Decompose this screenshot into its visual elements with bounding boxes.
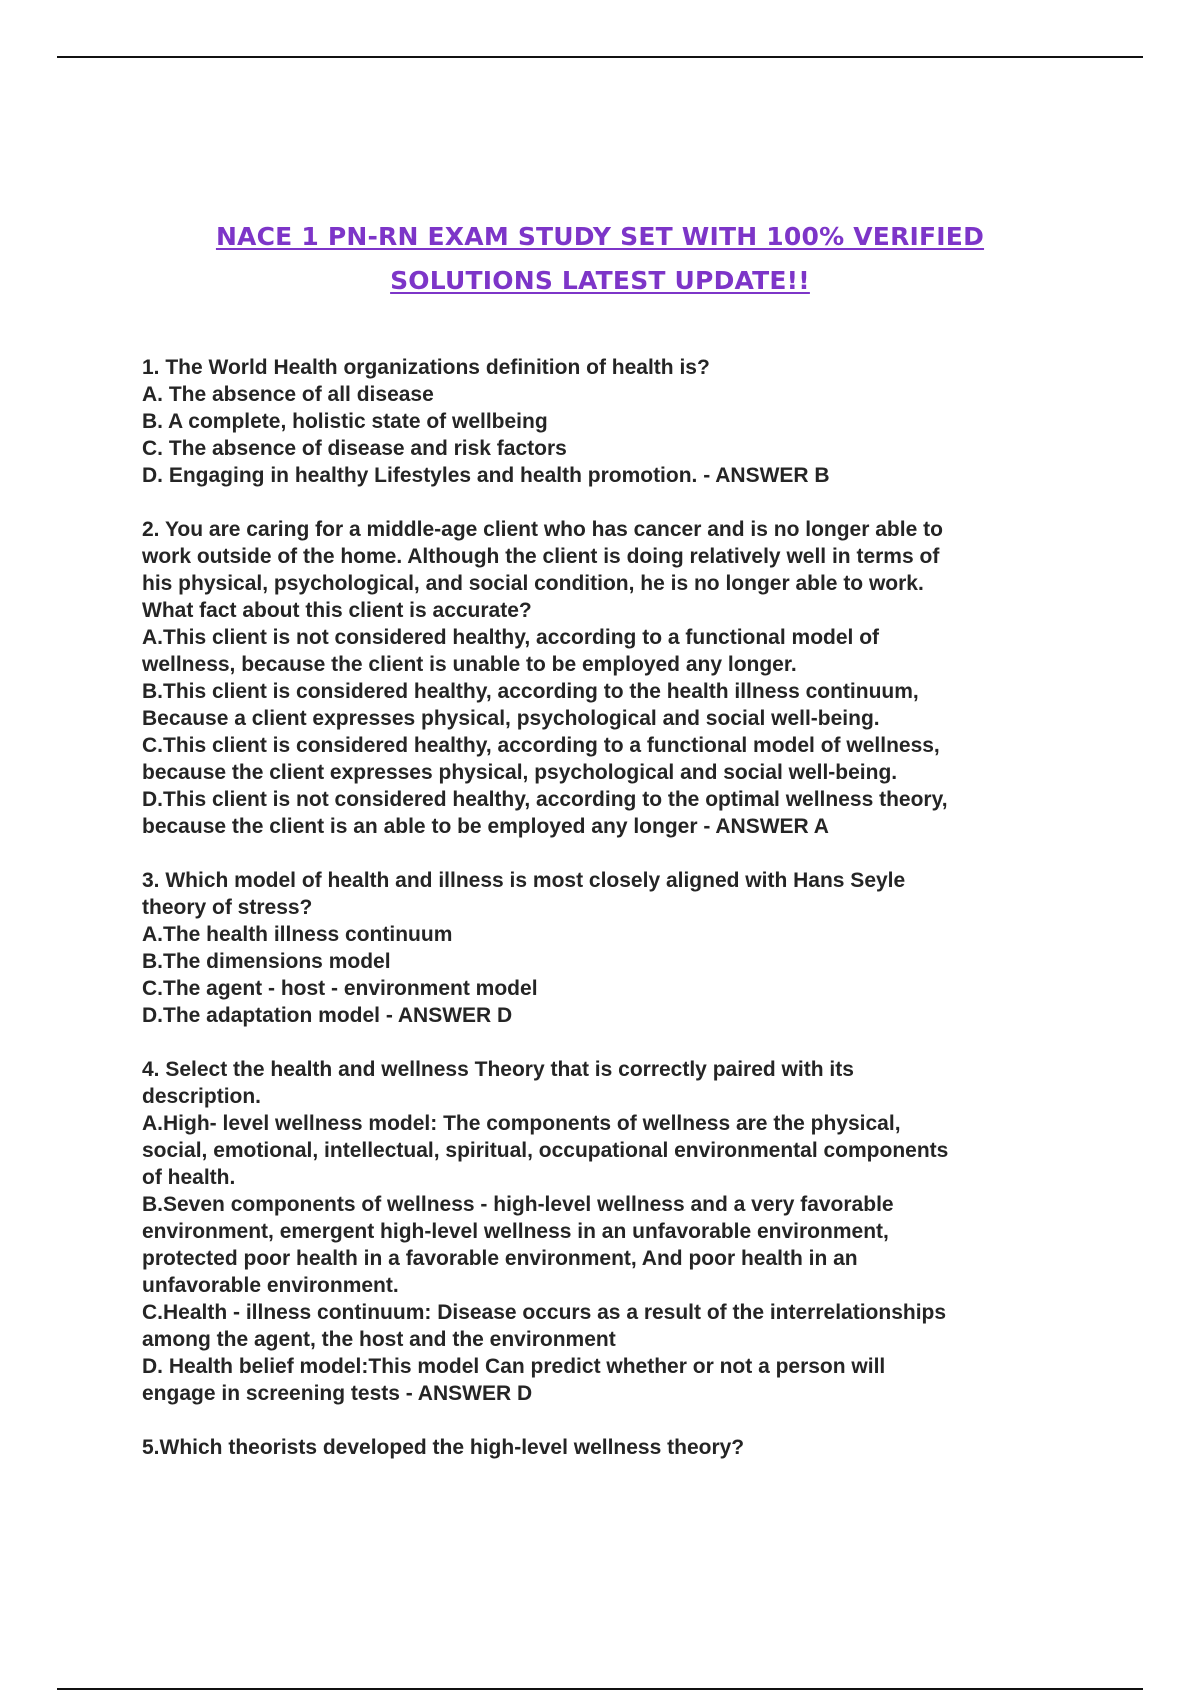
question-line: of health. — [142, 1166, 236, 1189]
question-line: D. Health belief model:This model Can predict whether or not a person will — [142, 1355, 886, 1378]
question-line: B.This client is considered healthy, according to the health illness continuum, — [142, 680, 919, 703]
question-line: wellness, because the client is unable to be employed any longer. — [142, 653, 797, 676]
question-block — [142, 516, 1077, 840]
question-line: C. The absence of disease and risk factors — [142, 437, 567, 460]
question-line: his physical, psychological, and social condition, he is no longer able to work. — [142, 572, 924, 595]
question-line: C.Health - illness continuum: Disease occurs as a result of the interrelationships — [142, 1301, 947, 1324]
question-text: 3. Which model of health and illness is most closely aligned with Hans Seyle — [142, 869, 906, 892]
top-rule — [57, 56, 1143, 58]
question-text: 1. The World Health organizations definition of health is? — [142, 356, 710, 379]
question-text: 2. You are caring for a middle-age client who has cancer and is no longer able to — [142, 518, 943, 541]
question-line: engage in screening tests - ANSWER D — [142, 1382, 533, 1405]
question-line: A.This client is not considered healthy, according to a functional model of — [142, 626, 880, 649]
question-line: social, emotional, intellectual, spiritual, occupational environmental components — [142, 1139, 949, 1162]
question-line: A.High- level wellness model: The components of wellness are the physical, — [142, 1112, 901, 1135]
title-line-1: NACE 1 PN-RN EXAM STUDY SET WITH 100% VERIFIED — [215, 222, 985, 251]
questions-list — [142, 354, 1077, 1488]
title-line-2: SOLUTIONS LATEST UPDATE!! — [390, 266, 810, 295]
question-line: A.The health illness continuum — [142, 923, 453, 946]
question-line: unfavorable environment. — [142, 1274, 399, 1297]
question-block — [142, 354, 1077, 489]
question-line: theory of stress? — [142, 896, 313, 919]
question-line: because the client is an able to be employed any longer - ANSWER A — [142, 815, 829, 838]
question-line: What fact about this client is accurate? — [142, 599, 532, 622]
bottom-rule — [57, 1688, 1143, 1690]
question-line: Because a client expresses physical, psychological and social well-being. — [142, 707, 880, 730]
question-line: B. A complete, holistic state of wellbeing — [142, 410, 548, 433]
question-line: C.The agent - host - environment model — [142, 977, 538, 1000]
question-line: because the client expresses physical, psychological and social well-being. — [142, 761, 898, 784]
question-line: D.The adaptation model - ANSWER D — [142, 1004, 513, 1027]
question-line: C.This client is considered healthy, according to a functional model of wellness, — [142, 734, 940, 757]
question-line: work outside of the home. Although the client is doing relatively well in terms of — [142, 545, 940, 568]
question-text: 5.Which theorists developed the high-level wellness theory? — [142, 1436, 745, 1459]
question-line: environment, emergent high-level wellness in an unfavorable environment, — [142, 1220, 889, 1243]
question-block — [142, 1056, 1077, 1407]
question-line: B.Seven components of wellness - high-level wellness and a very favorable — [142, 1193, 894, 1216]
question-line: among the agent, the host and the environment — [142, 1328, 616, 1351]
question-line: description. — [142, 1085, 262, 1108]
question-block — [142, 867, 1077, 1029]
question-line: B.The dimensions model — [142, 950, 391, 973]
document-title — [0, 215, 1200, 303]
question-line: D.This client is not considered healthy, according to the optimal wellness theory, — [142, 788, 948, 811]
question-line: A. The absence of all disease — [142, 383, 434, 406]
question-line: protected poor health in a favorable environment, And poor health in an — [142, 1247, 858, 1270]
question-block — [142, 1434, 1077, 1461]
question-text: 4. Select the health and wellness Theory that is correctly paired with its — [142, 1058, 854, 1081]
question-line: D. Engaging in healthy Lifestyles and health promotion. - ANSWER B — [142, 464, 830, 487]
